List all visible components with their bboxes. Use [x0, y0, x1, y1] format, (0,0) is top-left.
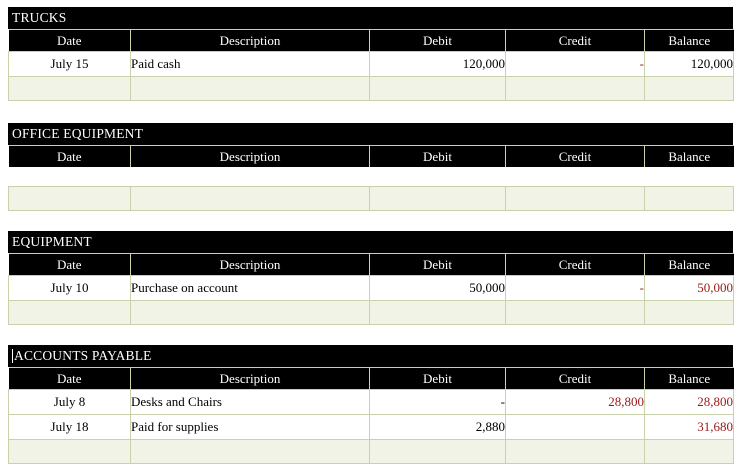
empty-row: [9, 167, 734, 187]
cell-empty[interactable]: [9, 167, 131, 187]
cell-credit[interactable]: [506, 415, 645, 440]
account-section-office-equipment: [8, 123, 733, 211]
cell-description[interactable]: Purchase on account: [131, 276, 370, 301]
ledger-table: [8, 253, 734, 325]
cell-empty[interactable]: [370, 77, 506, 101]
cell-empty[interactable]: [131, 301, 370, 325]
column-header-balance[interactable]: Balance: [645, 368, 734, 390]
cell-empty[interactable]: [131, 187, 370, 211]
empty-banded-row: [9, 187, 734, 211]
column-header-description[interactable]: Description: [131, 30, 370, 52]
cell-empty[interactable]: [9, 440, 131, 464]
cell-credit[interactable]: -: [506, 276, 645, 301]
cell-empty[interactable]: [645, 440, 734, 464]
section-title-bar[interactable]: [8, 7, 733, 29]
text-cursor: [12, 349, 13, 363]
column-header-row: [9, 30, 734, 52]
column-header-debit[interactable]: Debit: [370, 368, 506, 390]
cell-date[interactable]: July 10: [9, 276, 131, 301]
cell-empty[interactable]: [131, 167, 370, 187]
cell-empty[interactable]: [506, 301, 645, 325]
section-title: ACCOUNTS PAYABLE: [14, 348, 152, 363]
cell-empty[interactable]: [9, 301, 131, 325]
section-title: OFFICE EQUIPMENT: [12, 126, 144, 141]
cell-date[interactable]: July 8: [9, 390, 131, 415]
section-title-bar[interactable]: [8, 345, 733, 367]
column-header-row: [9, 146, 734, 168]
empty-banded-row: [9, 77, 734, 101]
column-header-date[interactable]: Date: [9, 254, 131, 276]
column-header-description[interactable]: Description: [131, 254, 370, 276]
ledger-table: [8, 145, 734, 211]
ledger-table: [8, 29, 734, 101]
column-header-debit[interactable]: Debit: [370, 254, 506, 276]
column-header-row: [9, 368, 734, 390]
column-header-row: [9, 254, 734, 276]
cell-description[interactable]: Paid cash: [131, 52, 370, 77]
column-header-balance[interactable]: Balance: [645, 30, 734, 52]
cell-empty[interactable]: [506, 77, 645, 101]
column-header-balance[interactable]: Balance: [645, 254, 734, 276]
cell-empty[interactable]: [506, 187, 645, 211]
cell-credit[interactable]: -: [506, 52, 645, 77]
cell-debit[interactable]: -: [370, 390, 506, 415]
column-header-debit[interactable]: Debit: [370, 30, 506, 52]
column-header-debit[interactable]: Debit: [370, 146, 506, 168]
cell-empty[interactable]: [506, 440, 645, 464]
column-header-credit[interactable]: Credit: [506, 30, 645, 52]
column-header-balance[interactable]: Balance: [645, 146, 734, 168]
account-section-trucks: [8, 7, 733, 101]
cell-debit[interactable]: 2,880: [370, 415, 506, 440]
cell-empty[interactable]: [370, 440, 506, 464]
column-header-description[interactable]: Description: [131, 146, 370, 168]
cell-empty[interactable]: [9, 77, 131, 101]
cell-empty[interactable]: [645, 167, 734, 187]
cell-empty[interactable]: [645, 301, 734, 325]
ledger-row: [9, 52, 734, 77]
section-title: TRUCKS: [12, 10, 67, 25]
ledger-table: [8, 367, 734, 464]
cell-empty[interactable]: [131, 440, 370, 464]
cell-empty[interactable]: [370, 167, 506, 187]
cell-empty[interactable]: [370, 301, 506, 325]
ledger-row: [9, 390, 734, 415]
column-header-date[interactable]: Date: [9, 368, 131, 390]
empty-banded-row: [9, 301, 734, 325]
column-header-date[interactable]: Date: [9, 30, 131, 52]
cell-balance[interactable]: 120,000: [645, 52, 734, 77]
column-header-credit[interactable]: Credit: [506, 146, 645, 168]
cell-balance[interactable]: 50,000: [645, 276, 734, 301]
section-title: EQUIPMENT: [12, 234, 92, 249]
account-section-equipment: [8, 231, 733, 325]
cell-description[interactable]: Desks and Chairs: [131, 390, 370, 415]
cell-empty[interactable]: [506, 167, 645, 187]
ledger-row: [9, 415, 734, 440]
cell-date[interactable]: July 15: [9, 52, 131, 77]
cell-debit[interactable]: 50,000: [370, 276, 506, 301]
column-header-credit[interactable]: Credit: [506, 368, 645, 390]
section-title-bar[interactable]: [8, 123, 733, 145]
cell-balance[interactable]: 31,680: [645, 415, 734, 440]
cell-balance[interactable]: 28,800: [645, 390, 734, 415]
cell-empty[interactable]: [131, 77, 370, 101]
cell-empty[interactable]: [370, 187, 506, 211]
section-title-bar[interactable]: [8, 231, 733, 253]
cell-empty[interactable]: [9, 187, 131, 211]
account-section-accounts-payable: [8, 345, 733, 464]
column-header-credit[interactable]: Credit: [506, 254, 645, 276]
cell-empty[interactable]: [645, 187, 734, 211]
cell-empty[interactable]: [645, 77, 734, 101]
ledger-row: [9, 276, 734, 301]
cell-debit[interactable]: 120,000: [370, 52, 506, 77]
cell-date[interactable]: July 18: [9, 415, 131, 440]
column-header-date[interactable]: Date: [9, 146, 131, 168]
empty-banded-row: [9, 440, 734, 464]
cell-credit[interactable]: 28,800: [506, 390, 645, 415]
cell-description[interactable]: Paid for supplies: [131, 415, 370, 440]
column-header-description[interactable]: Description: [131, 368, 370, 390]
